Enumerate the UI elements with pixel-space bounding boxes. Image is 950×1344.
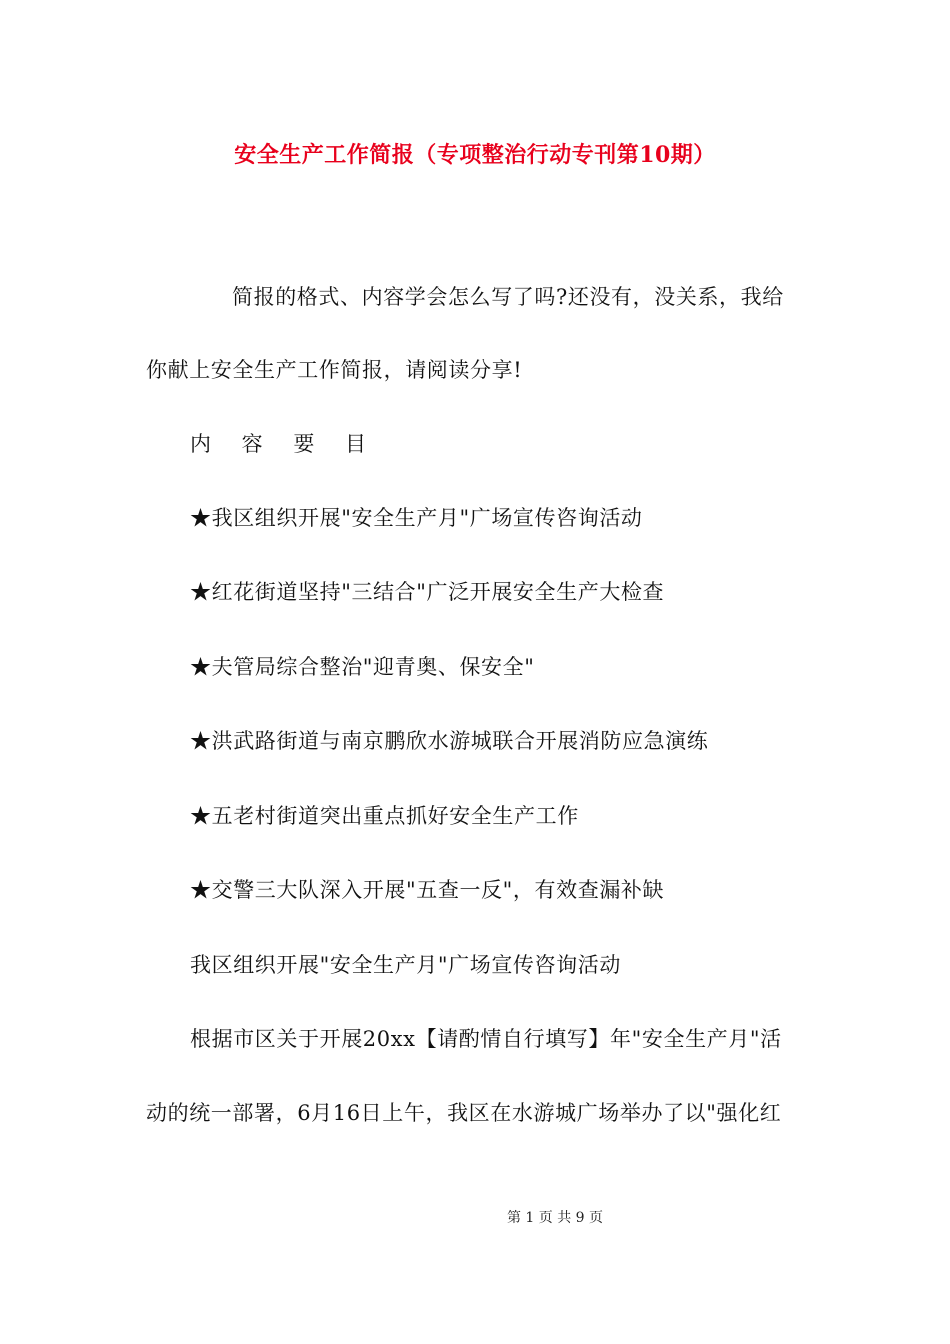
document-title: 安全生产工作简报（专项整治行动专刊第10期） xyxy=(234,142,716,168)
paragraph-line-2: 动的统一部署，6月16日上午，我区在水游城广场举办了以"强化红 xyxy=(146,1101,782,1125)
toc-heading: 内 容 要 目 xyxy=(190,432,379,456)
toc-item: ★洪武路街道与南京鹏欣水游城联合开展消防应急演练 xyxy=(190,729,709,753)
intro-line-2: 你献上安全生产工作简报，请阅读分享! xyxy=(146,358,523,382)
page-number-footer: 第 1 页 共 9 页 xyxy=(506,1210,604,1226)
section-heading: 我区组织开展"安全生产月"广场宣传咨询活动 xyxy=(190,953,621,977)
toc-item: ★我区组织开展"安全生产月"广场宣传咨询活动 xyxy=(190,506,643,530)
toc-item: ★交警三大队深入开展"五查一反"，有效查漏补缺 xyxy=(190,878,665,902)
paragraph-line-1: 根据市区关于开展20xx【请酌情自行填写】年"安全生产月"活 xyxy=(190,1027,782,1051)
intro-line-1: 简报的格式、内容学会怎么写了吗?还没有，没关系，我给 xyxy=(232,285,784,309)
toc-item: ★五老村街道突出重点抓好安全生产工作 xyxy=(190,804,579,828)
toc-item: ★红花街道坚持"三结合"广泛开展安全生产大检查 xyxy=(190,580,665,604)
toc-item: ★夫管局综合整治"迎青奥、保安全" xyxy=(190,655,535,679)
